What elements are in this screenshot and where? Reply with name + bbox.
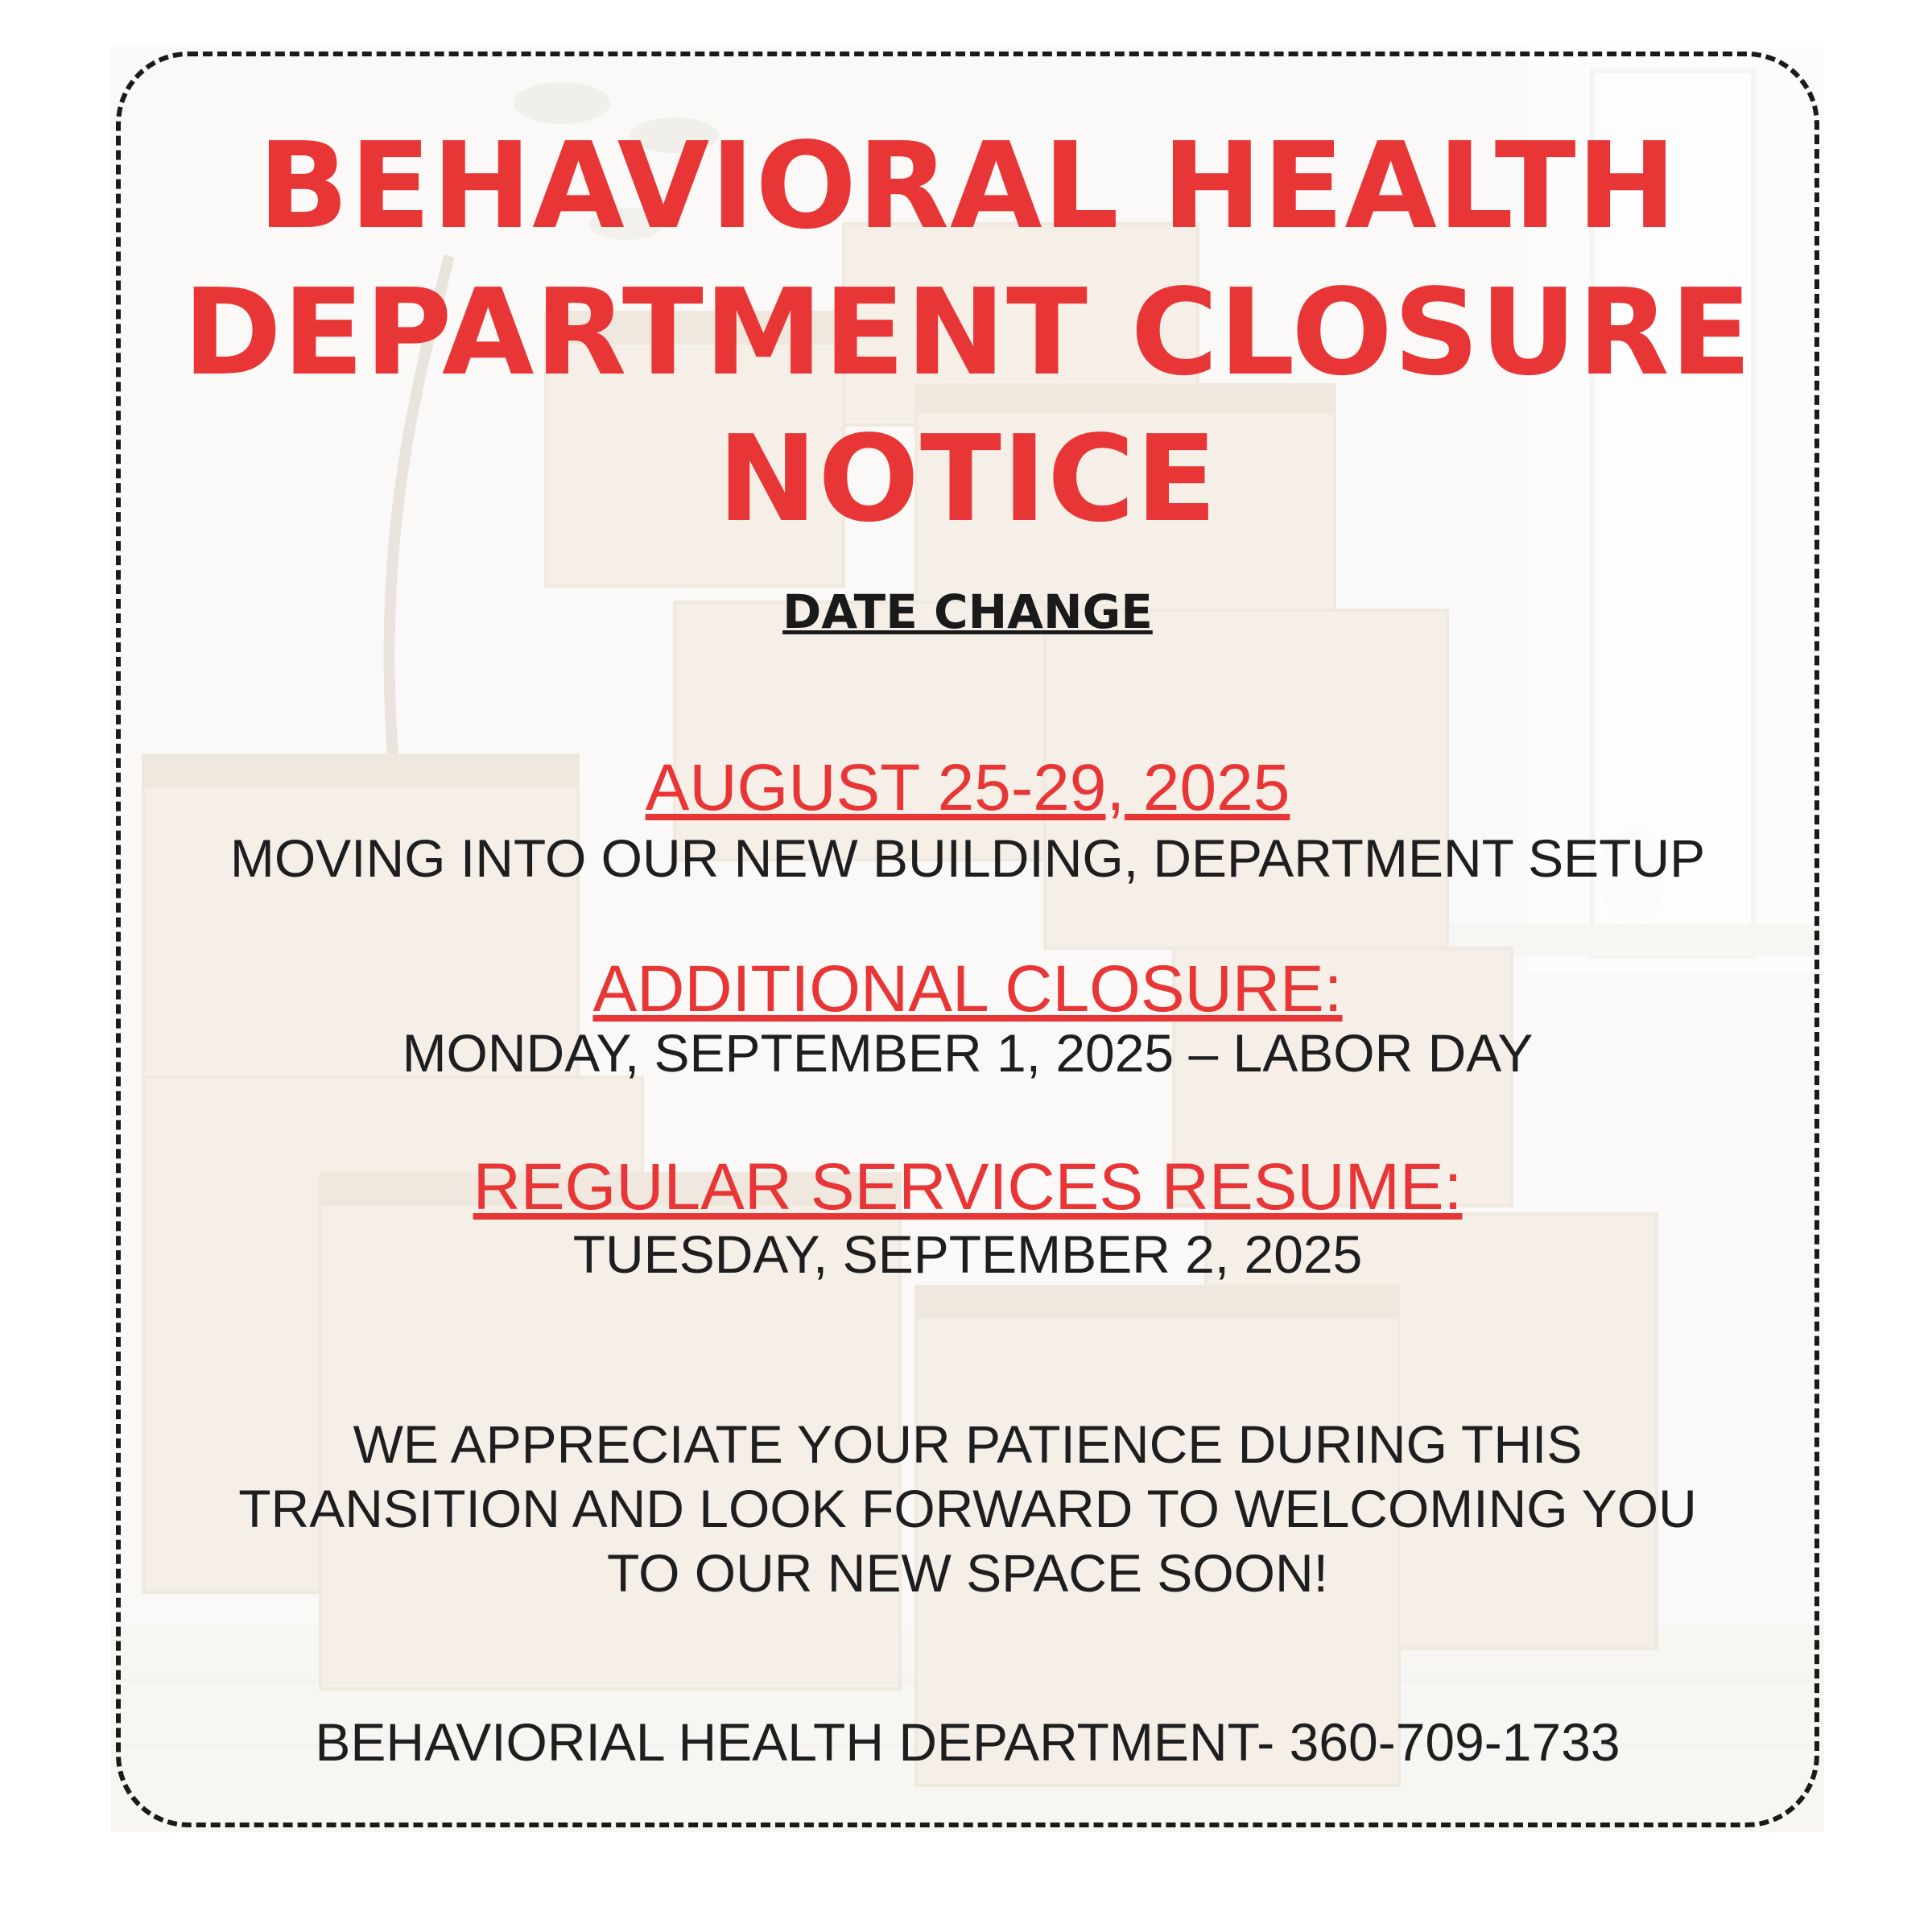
message-line-2: TRANSITION AND LOOK FORWARD TO WELCOMING YOU bbox=[238, 1479, 1697, 1538]
title-line-3: NOTICE bbox=[717, 410, 1218, 548]
additional-closure-text: MONDAY, SEPTEMBER 1, 2025 – LABOR DAY bbox=[402, 1023, 1534, 1083]
services-resume-text: TUESDAY, SEPTEMBER 2, 2025 bbox=[572, 1224, 1363, 1284]
title-line-1: BEHAVIORAL HEALTH bbox=[258, 117, 1678, 255]
title-line-2: DEPARTMENT CLOSURE bbox=[183, 263, 1752, 402]
appreciation-message bbox=[111, 1412, 1824, 1605]
contact-info: BEHAVIORIAL HEALTH DEPARTMENT- 360-709-1733 bbox=[315, 1712, 1620, 1772]
message-line-3: TO OUR NEW SPACE SOON! bbox=[607, 1543, 1328, 1603]
closure-reason-text: MOVING INTO OUR NEW BUILDING, DEPARTMENT SETUP bbox=[229, 828, 1706, 888]
services-resume-heading: REGULAR SERVICES RESUME: bbox=[473, 1150, 1463, 1224]
notice-title bbox=[111, 113, 1824, 552]
message-line-1: WE APPRECIATE YOUR PATIENCE DURING THIS bbox=[353, 1414, 1583, 1474]
notice-card bbox=[111, 47, 1824, 1832]
notice-content bbox=[111, 47, 1824, 1832]
closure-dates-heading: AUGUST 25-29, 2025 bbox=[645, 751, 1290, 824]
additional-closure-heading: ADDITIONAL CLOSURE: bbox=[592, 952, 1343, 1026]
date-change-subtitle: DATE CHANGE bbox=[782, 584, 1153, 639]
